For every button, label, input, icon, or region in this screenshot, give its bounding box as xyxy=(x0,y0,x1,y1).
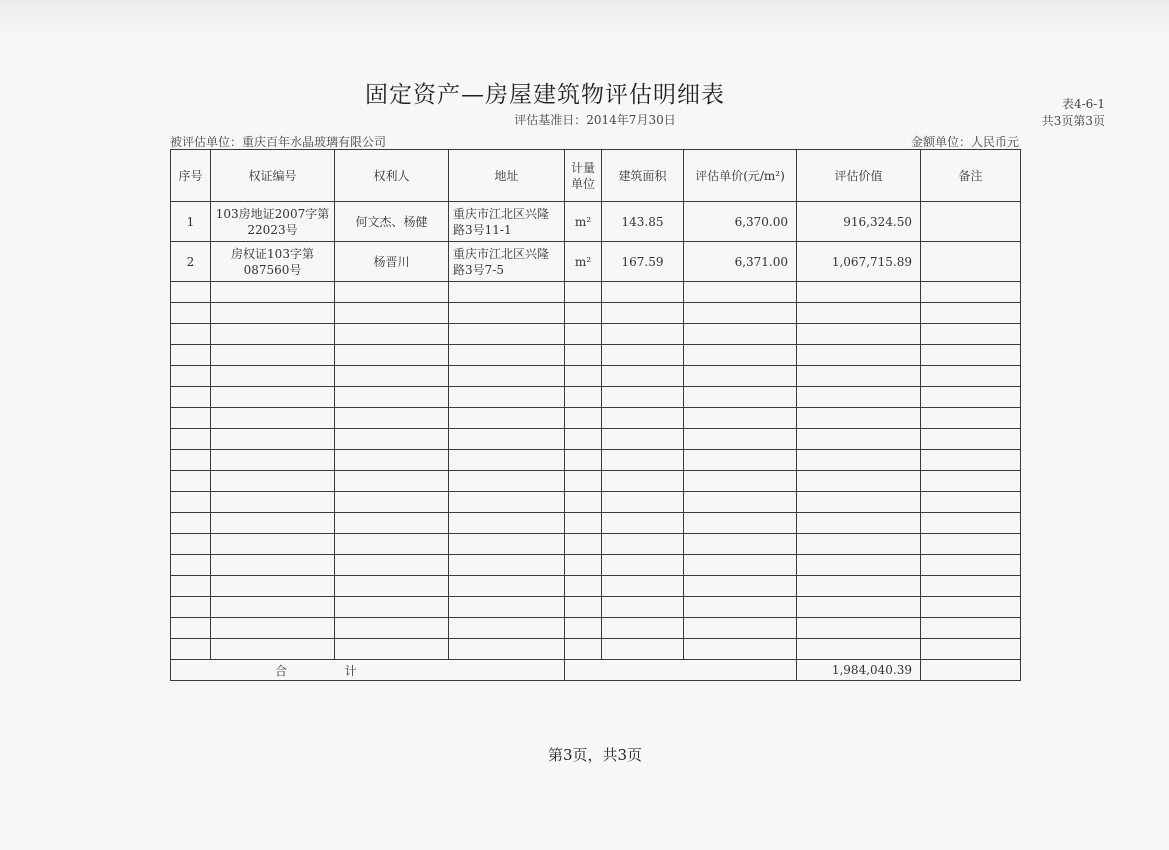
col-unit-price: 评估单价(元/m²) xyxy=(684,150,797,202)
empty-cell xyxy=(797,303,921,324)
cell-owner: 何文杰、杨健 xyxy=(335,202,449,242)
empty-cell xyxy=(797,597,921,618)
empty-cell xyxy=(684,639,797,660)
empty-cell xyxy=(335,429,449,450)
empty-cell xyxy=(684,555,797,576)
empty-cell xyxy=(684,366,797,387)
empty-cell xyxy=(684,597,797,618)
empty-cell xyxy=(921,534,1021,555)
empty-cell xyxy=(449,618,565,639)
empty-row xyxy=(171,408,1021,429)
empty-cell xyxy=(211,366,335,387)
empty-cell xyxy=(602,345,684,366)
empty-cell xyxy=(565,408,602,429)
empty-cell xyxy=(171,429,211,450)
cell-seq: 1 xyxy=(171,202,211,242)
empty-cell xyxy=(171,471,211,492)
empty-cell xyxy=(565,513,602,534)
empty-row xyxy=(171,450,1021,471)
empty-cell xyxy=(449,471,565,492)
empty-row xyxy=(171,324,1021,345)
empty-cell xyxy=(797,450,921,471)
total-remark-cell xyxy=(921,660,1021,681)
empty-cell xyxy=(171,618,211,639)
empty-cell xyxy=(171,387,211,408)
empty-cell xyxy=(602,639,684,660)
empty-cell xyxy=(211,471,335,492)
empty-row xyxy=(171,387,1021,408)
empty-cell xyxy=(211,555,335,576)
empty-cell xyxy=(565,597,602,618)
empty-cell xyxy=(602,387,684,408)
empty-cell xyxy=(171,324,211,345)
empty-row xyxy=(171,618,1021,639)
empty-cell xyxy=(921,513,1021,534)
empty-cell xyxy=(565,492,602,513)
col-value: 评估价值 xyxy=(797,150,921,202)
empty-cell xyxy=(921,282,1021,303)
empty-cell xyxy=(602,576,684,597)
empty-cell xyxy=(684,513,797,534)
empty-row xyxy=(171,429,1021,450)
empty-cell xyxy=(335,303,449,324)
empty-cell xyxy=(602,408,684,429)
empty-cell xyxy=(335,576,449,597)
col-owner: 权利人 xyxy=(335,150,449,202)
empty-cell xyxy=(171,576,211,597)
empty-cell xyxy=(335,534,449,555)
empty-cell xyxy=(565,576,602,597)
empty-cell xyxy=(449,492,565,513)
cell-unit-price: 6,371.00 xyxy=(684,242,797,282)
cell-cert: 103房地证2007字第22023号 xyxy=(211,202,335,242)
cell-unit: m² xyxy=(565,202,602,242)
empty-row xyxy=(171,366,1021,387)
empty-cell xyxy=(171,555,211,576)
empty-row xyxy=(171,597,1021,618)
empty-cell xyxy=(171,303,211,324)
table-row xyxy=(171,242,1021,282)
empty-cell xyxy=(684,387,797,408)
empty-cell xyxy=(565,471,602,492)
cell-unit: m² xyxy=(565,242,602,282)
empty-cell xyxy=(797,408,921,429)
empty-cell xyxy=(797,324,921,345)
empty-cell xyxy=(565,555,602,576)
empty-cell xyxy=(565,345,602,366)
empty-cell xyxy=(335,345,449,366)
empty-row xyxy=(171,282,1021,303)
empty-cell xyxy=(797,639,921,660)
empty-cell xyxy=(335,450,449,471)
empty-cell xyxy=(449,576,565,597)
empty-cell xyxy=(797,471,921,492)
empty-cell xyxy=(335,597,449,618)
empty-cell xyxy=(171,597,211,618)
empty-cell xyxy=(171,534,211,555)
empty-cell xyxy=(211,492,335,513)
empty-row xyxy=(171,555,1021,576)
empty-cell xyxy=(921,555,1021,576)
empty-cell xyxy=(602,513,684,534)
empty-cell xyxy=(565,639,602,660)
col-area: 建筑面积 xyxy=(602,150,684,202)
document-title: 固定资产—房屋建筑物评估明细表 xyxy=(365,82,725,108)
empty-cell xyxy=(211,324,335,345)
empty-cell xyxy=(921,408,1021,429)
empty-cell xyxy=(797,429,921,450)
empty-cell xyxy=(171,639,211,660)
empty-cell xyxy=(211,597,335,618)
empty-cell xyxy=(335,555,449,576)
cell-seq: 2 xyxy=(171,242,211,282)
empty-cell xyxy=(602,366,684,387)
empty-cell xyxy=(211,450,335,471)
empty-cell xyxy=(211,618,335,639)
empty-cell xyxy=(797,282,921,303)
cell-area: 167.59 xyxy=(602,242,684,282)
empty-cell xyxy=(921,366,1021,387)
empty-cell xyxy=(921,492,1021,513)
empty-cell xyxy=(171,345,211,366)
empty-cell xyxy=(602,492,684,513)
col-seq: 序号 xyxy=(171,150,211,202)
table-number: 表4-6-1 xyxy=(1061,97,1105,111)
table-header-row xyxy=(171,150,1021,202)
empty-row xyxy=(171,513,1021,534)
empty-cell xyxy=(797,492,921,513)
empty-cell xyxy=(921,429,1021,450)
cell-value: 1,067,715.89 xyxy=(797,242,921,282)
empty-row xyxy=(171,471,1021,492)
empty-cell xyxy=(449,282,565,303)
empty-cell xyxy=(211,345,335,366)
empty-cell xyxy=(335,471,449,492)
empty-cell xyxy=(921,387,1021,408)
empty-cell xyxy=(449,597,565,618)
empty-cell xyxy=(921,639,1021,660)
empty-cell xyxy=(921,597,1021,618)
empty-cell xyxy=(211,576,335,597)
empty-cell xyxy=(449,555,565,576)
total-row xyxy=(171,660,1021,681)
empty-cell xyxy=(565,618,602,639)
cell-remark xyxy=(921,242,1021,282)
total-value: 1,984,040.39 xyxy=(797,660,921,681)
empty-cell xyxy=(335,366,449,387)
total-label-left: 合 xyxy=(275,663,288,678)
empty-cell xyxy=(449,345,565,366)
empty-cell xyxy=(211,429,335,450)
empty-cell xyxy=(921,471,1021,492)
empty-cell xyxy=(684,408,797,429)
col-address: 地址 xyxy=(449,150,565,202)
empty-cell xyxy=(171,450,211,471)
currency-unit: 金额单位：人民币元 xyxy=(910,135,1019,149)
empty-cell xyxy=(684,618,797,639)
empty-cell xyxy=(684,324,797,345)
empty-cell xyxy=(684,282,797,303)
empty-cell xyxy=(921,345,1021,366)
empty-cell xyxy=(449,513,565,534)
col-cert: 权证编号 xyxy=(211,150,335,202)
empty-cell xyxy=(684,492,797,513)
empty-cell xyxy=(797,576,921,597)
total-label-right: 计 xyxy=(344,663,357,678)
total-area-cell xyxy=(602,660,684,681)
empty-cell xyxy=(565,387,602,408)
empty-cell xyxy=(602,534,684,555)
empty-cell xyxy=(335,387,449,408)
empty-cell xyxy=(335,324,449,345)
empty-cell xyxy=(797,387,921,408)
empty-cell xyxy=(449,324,565,345)
empty-cell xyxy=(602,597,684,618)
empty-cell xyxy=(449,450,565,471)
valuation-table xyxy=(170,149,1021,681)
empty-cell xyxy=(565,282,602,303)
base-date: 评估基准日：2014年7月30日 xyxy=(514,113,676,127)
empty-cell xyxy=(449,366,565,387)
empty-row xyxy=(171,576,1021,597)
empty-cell xyxy=(797,513,921,534)
empty-cell xyxy=(335,639,449,660)
empty-cell xyxy=(797,366,921,387)
empty-cell xyxy=(602,429,684,450)
empty-cell xyxy=(335,282,449,303)
empty-row xyxy=(171,639,1021,660)
empty-cell xyxy=(171,408,211,429)
empty-cell xyxy=(684,303,797,324)
empty-cell xyxy=(565,303,602,324)
empty-row xyxy=(171,345,1021,366)
empty-cell xyxy=(211,282,335,303)
total-label xyxy=(171,660,565,681)
page-count: 共3页第3页 xyxy=(1041,114,1105,128)
empty-cell xyxy=(797,534,921,555)
cell-remark xyxy=(921,202,1021,242)
empty-cell xyxy=(335,513,449,534)
empty-cell xyxy=(449,387,565,408)
empty-row xyxy=(171,534,1021,555)
empty-cell xyxy=(921,303,1021,324)
empty-cell xyxy=(921,576,1021,597)
empty-cell xyxy=(797,618,921,639)
empty-cell xyxy=(921,324,1021,345)
cell-unit-price: 6,370.00 xyxy=(684,202,797,242)
empty-cell xyxy=(602,303,684,324)
cell-owner: 杨晋川 xyxy=(335,242,449,282)
cell-cert: 房权证103字第087560号 xyxy=(211,242,335,282)
empty-cell xyxy=(335,618,449,639)
empty-cell xyxy=(602,282,684,303)
empty-cell xyxy=(602,324,684,345)
table-row xyxy=(171,202,1021,242)
empty-cell xyxy=(171,366,211,387)
total-unit-cell xyxy=(565,660,602,681)
empty-cell xyxy=(211,513,335,534)
empty-row xyxy=(171,303,1021,324)
cell-value: 916,324.50 xyxy=(797,202,921,242)
empty-cell xyxy=(449,429,565,450)
empty-cell xyxy=(565,324,602,345)
empty-cell xyxy=(449,534,565,555)
empty-cell xyxy=(684,429,797,450)
cell-address: 重庆市江北区兴隆路3号11-1 xyxy=(449,202,565,242)
empty-cell xyxy=(335,408,449,429)
empty-cell xyxy=(921,618,1021,639)
empty-cell xyxy=(171,282,211,303)
empty-cell xyxy=(602,450,684,471)
empty-cell xyxy=(171,513,211,534)
scan-edge xyxy=(0,0,1169,40)
empty-cell xyxy=(684,534,797,555)
empty-cell xyxy=(602,618,684,639)
empty-cell xyxy=(797,555,921,576)
page-footer: 第3页，共3页 xyxy=(547,746,643,764)
assessed-entity: 被评估单位：重庆百年水晶玻璃有限公司 xyxy=(170,135,387,149)
cell-address: 重庆市江北区兴隆路3号7-5 xyxy=(449,242,565,282)
empty-cell xyxy=(211,387,335,408)
empty-row xyxy=(171,492,1021,513)
empty-cell xyxy=(211,408,335,429)
empty-cell xyxy=(797,345,921,366)
empty-cell xyxy=(921,450,1021,471)
empty-cell xyxy=(335,492,449,513)
empty-cell xyxy=(449,639,565,660)
total-price-cell xyxy=(684,660,797,681)
empty-cell xyxy=(211,303,335,324)
empty-cell xyxy=(602,471,684,492)
cell-area: 143.85 xyxy=(602,202,684,242)
empty-cell xyxy=(565,366,602,387)
empty-cell xyxy=(565,450,602,471)
empty-cell xyxy=(684,471,797,492)
empty-cell xyxy=(684,576,797,597)
empty-cell xyxy=(449,408,565,429)
empty-cell xyxy=(684,345,797,366)
empty-cell xyxy=(211,639,335,660)
col-unit: 计量单位 xyxy=(565,150,602,202)
empty-cell xyxy=(565,534,602,555)
empty-cell xyxy=(684,450,797,471)
empty-cell xyxy=(211,534,335,555)
empty-cell xyxy=(449,303,565,324)
empty-cell xyxy=(171,492,211,513)
empty-cell xyxy=(565,429,602,450)
col-remark: 备注 xyxy=(921,150,1021,202)
empty-cell xyxy=(602,555,684,576)
